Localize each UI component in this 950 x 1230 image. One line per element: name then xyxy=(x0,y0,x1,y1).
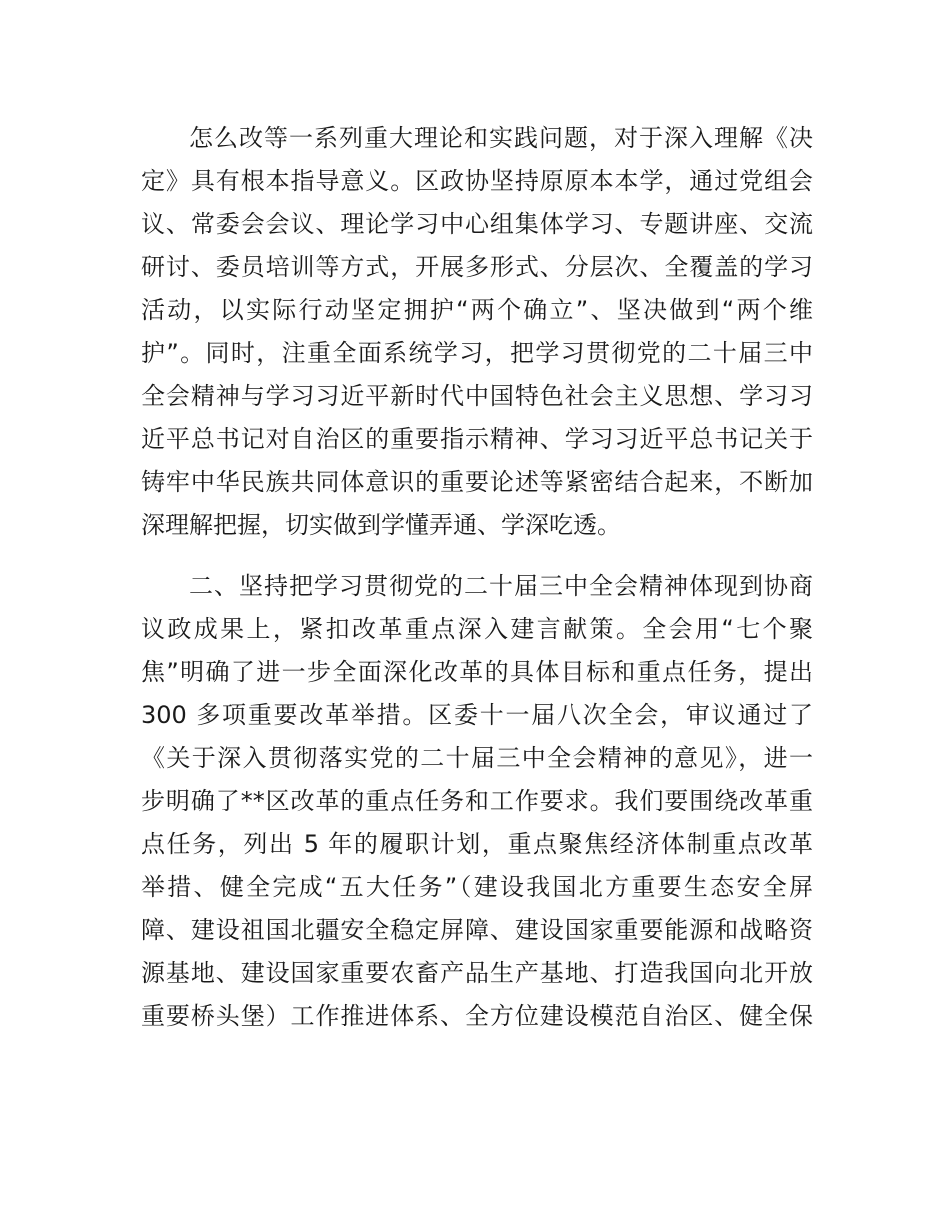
text-line: 议政成果上，紧扣改革重点深入建言献策。全会用“七个聚 xyxy=(141,615,813,643)
text-line: 举措、健全完成“五大任务”（建设我国北方重要生态安全屏 xyxy=(141,873,813,901)
text-line: 深理解把握，切实做到学懂弄通、学深吃透。 xyxy=(141,511,621,539)
text-line: 护”。同时，注重全面系统学习，把学习贯彻党的二十届三中 xyxy=(141,339,813,367)
text-line: 障、建设祖国北疆安全稳定屏障、建设国家重要能源和战略资 xyxy=(141,916,813,944)
paragraph-2 xyxy=(141,565,813,1038)
text-line: 全会精神与学习习近平新时代中国特色社会主义思想、学习习 xyxy=(141,382,813,410)
text-line: 研讨、委员培训等方式，开展多形式、分层次、全覆盖的学习 xyxy=(141,253,813,281)
text-line: 步明确了**区改革的重点任务和工作要求。我们要围绕改革重 xyxy=(141,787,813,815)
text-line: 定》具有根本指导意义。区政协坚持原原本本学，通过党组会 xyxy=(141,167,813,195)
text-line: 活动，以实际行动坚定拥护“两个确立”、坚决做到“两个维 xyxy=(141,296,813,324)
text-line: 二、坚持把学习贯彻党的二十届三中全会精神体现到协商 xyxy=(189,572,813,600)
text-line: 铸牢中华民族共同体意识的重要论述等紧密结合起来，不断加 xyxy=(141,468,813,496)
text-line: 300 多项重要改革举措。区委十一届八次全会，审议通过了 xyxy=(141,701,813,729)
text-line: 焦”明确了进一步全面深化改革的具体目标和重点任务，提出 xyxy=(141,658,813,686)
text-line: 近平总书记对自治区的重要指示精神、学习习近平总书记关于 xyxy=(141,425,813,453)
text-line: 《关于深入贯彻落实党的二十届三中全会精神的意见》，进一 xyxy=(141,744,813,772)
text-line: 源基地、建设国家重要农畜产品生产基地、打造我国向北开放 xyxy=(141,959,813,987)
text-line: 议、常委会会议、理论学习中心组集体学习、专题讲座、交流 xyxy=(141,210,813,238)
text-line: 点任务，列出 5 年的履职计划，重点聚焦经济体制重点改革 xyxy=(141,830,813,858)
paragraph-1 xyxy=(141,117,813,547)
text-line: 怎么改等一系列重大理论和实践问题，对于深入理解《决 xyxy=(189,124,813,152)
text-line: 重要桥头堡）工作推进体系、全方位建设模范自治区、健全保 xyxy=(141,1002,813,1030)
